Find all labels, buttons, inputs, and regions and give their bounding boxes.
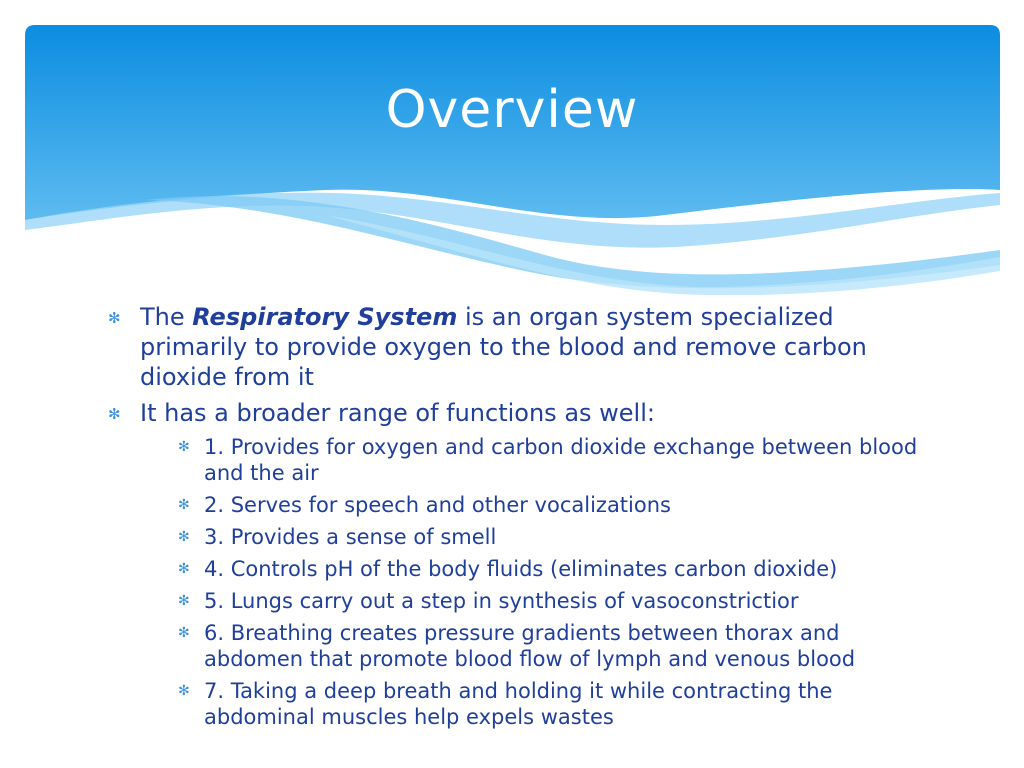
sub-bullet-text: 4. Controls pH of the body fluids (eliminates carbon dioxide) bbox=[204, 557, 838, 581]
asterisk-bullet-icon: ✻ bbox=[178, 497, 190, 513]
asterisk-bullet-icon: ✻ bbox=[108, 405, 121, 423]
sub-bullet-text: 3. Provides a sense of smell bbox=[204, 525, 497, 549]
asterisk-bullet-icon: ✻ bbox=[108, 309, 121, 327]
sub-bullet-text: 7. Taking a deep breath and holding it while contracting the abdominal muscles help expels wastes bbox=[204, 679, 833, 729]
slide-content bbox=[108, 302, 928, 736]
asterisk-bullet-icon: ✻ bbox=[178, 439, 190, 455]
sub-bullet-text: 1. Provides for oxygen and carbon dioxide exchange between blood and the air bbox=[204, 435, 918, 485]
bullet-respiratory-definition bbox=[108, 302, 928, 392]
bullet-text: It has a broader range of functions as well: bbox=[140, 399, 655, 427]
sub-bullet-7 bbox=[108, 678, 928, 730]
asterisk-bullet-icon: ✻ bbox=[178, 625, 190, 641]
asterisk-bullet-icon: ✻ bbox=[178, 529, 190, 545]
slide-title: Overview bbox=[385, 80, 639, 140]
sub-bullet-2 bbox=[108, 492, 928, 518]
sub-bullet-text: 5. Lungs carry out a step in synthesis of vasoconstrictior bbox=[204, 589, 799, 613]
sub-bullet-4 bbox=[108, 556, 928, 582]
asterisk-bullet-icon: ✻ bbox=[178, 593, 190, 609]
bullet-text-suffix: is an organ system specialized primarily to provide oxygen to the blood and remove carbon dioxide from it bbox=[140, 303, 867, 391]
wave-background bbox=[25, 25, 1000, 295]
header-banner bbox=[25, 25, 1000, 295]
sub-bullet-text: 6. Breathing creates pressure gradients between thorax and abdomen that promote blood flow of lymph and venous blood bbox=[204, 621, 856, 671]
bullet-text-prefix: The bbox=[140, 303, 193, 331]
asterisk-bullet-icon: ✻ bbox=[178, 561, 190, 577]
sub-bullet-6 bbox=[108, 620, 928, 672]
asterisk-bullet-icon: ✻ bbox=[178, 683, 190, 699]
sub-bullet-3 bbox=[108, 524, 928, 550]
sub-bullet-1 bbox=[108, 434, 928, 486]
sub-bullet-5 bbox=[108, 588, 928, 614]
sub-bullet-text: 2. Serves for speech and other vocalizations bbox=[204, 493, 671, 517]
bullet-functions-intro bbox=[108, 398, 928, 428]
bullet-text-emphasis: Respiratory System bbox=[192, 303, 458, 331]
